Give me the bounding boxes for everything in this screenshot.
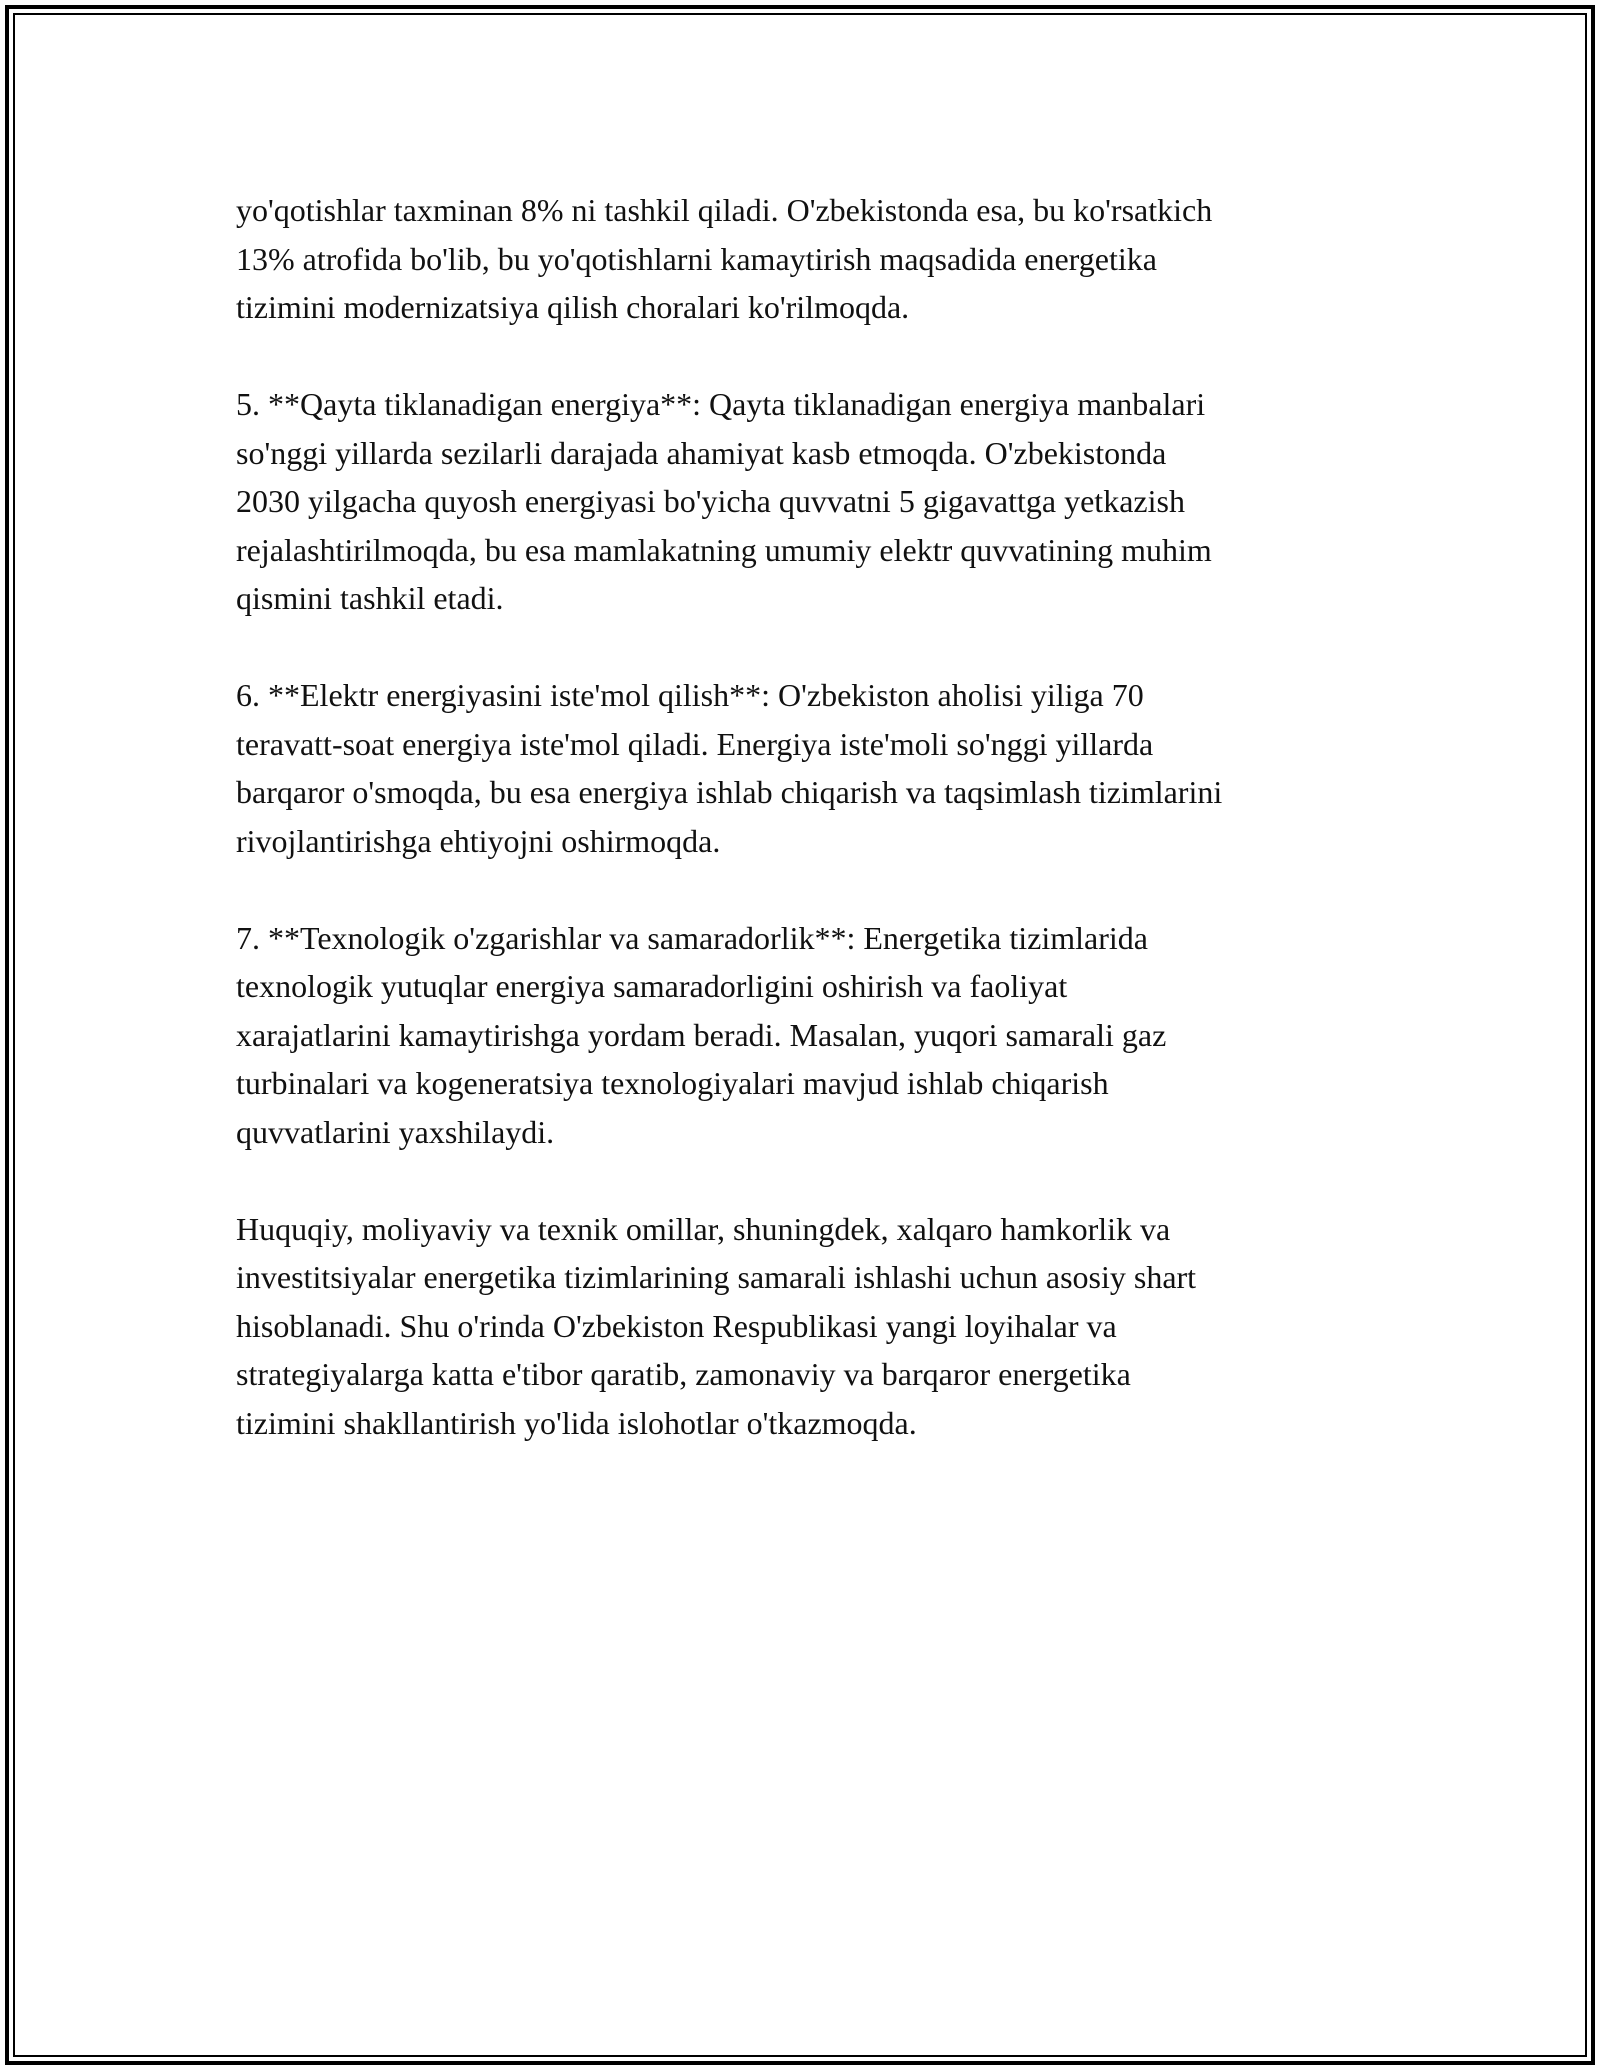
text-line: 5. **Qayta tiklanadigan energiya**: Qayta tiklanadigan energiya manbalari [236,386,1206,422]
text-line: hisoblanadi. Shu o'rinda O'zbekiston Respublikasi yangi loyihalar va [236,1307,1117,1344]
text-line: 6. **Elektr energiyasini iste'mol qilish**: O'zbekiston aholisi yiliga 70 [236,677,1144,713]
text-line: quvvatlarini yaxshilaydi. [236,1113,555,1150]
text-line: barqaror o'smoqda, bu esa energiya ishlab chiqarish va taqsimlash tizimlarini [236,774,1223,810]
paragraph-losses [236,186,1376,332]
text-line: 13% atrofida bo'lib, bu yo'qotishlarni kamaytirish maqsadida energetika [236,240,1157,277]
text-line: yo'qotishlar taxminan 8% ni tashkil qiladi. O'zbekistonda esa, bu ko'rsatkich [236,192,1213,228]
text-line: qismini tashkil etadi. [236,580,504,616]
text-line: xarajatlarini kamaytirishga yordam beradi. Masalan, yuqori samarali gaz [236,1016,1167,1053]
text-line: texnologik yutuqlar energiya samaradorligini oshirish va faoliyat [236,968,1068,1004]
text-line: 2030 yilgacha quyosh energiyasi bo'yicha quvvatni 5 gigavattga yetkazish [236,483,1185,519]
text-line: Huquqiy, moliyaviy va texnik omillar, shuningdek, xalqaro hamkorlik va [236,1210,1171,1247]
paragraph-electricity-consumption [236,671,1376,865]
document-body [236,186,1376,1496]
text-line: rejalashtirilmoqda, bu esa mamlakatning umumiy elektr quvvatining muhim [236,531,1212,568]
text-line: rivojlantirishga ehtiyojni oshirmoqda. [236,822,721,859]
text-line: teravatt-soat energiya iste'mol qiladi. Energiya iste'moli so'nggi yillarda [236,725,1154,762]
paragraph-conclusion [236,1205,1376,1448]
text-line: so'nggi yillarda sezilarli darajada ahamiyat kasb etmoqda. O'zbekistonda [236,434,1167,471]
text-line: tizimini modernizatsiya qilish choralari ko'rilmoqda. [236,289,910,325]
paragraph-renewable-energy [236,380,1376,623]
text-line: strategiyalarga katta e'tibor qaratib, zamonaviy va barqaror energetika [236,1356,1131,1392]
text-line: investitsiyalar energetika tizimlarining samarali ishlashi uchun asosiy shart [236,1259,1197,1295]
paragraph-technology-efficiency [236,914,1376,1157]
text-line: tizimini shakllantirish yo'lida islohotlar o'tkazmoqda. [236,1404,917,1441]
text-line: turbinalari va kogeneratsiya texnologiyalari mavjud ishlab chiqarish [236,1065,1109,1101]
text-line: 7. **Texnologik o'zgarishlar va samaradorlik**: Energetika tizimlarida [236,919,1148,956]
